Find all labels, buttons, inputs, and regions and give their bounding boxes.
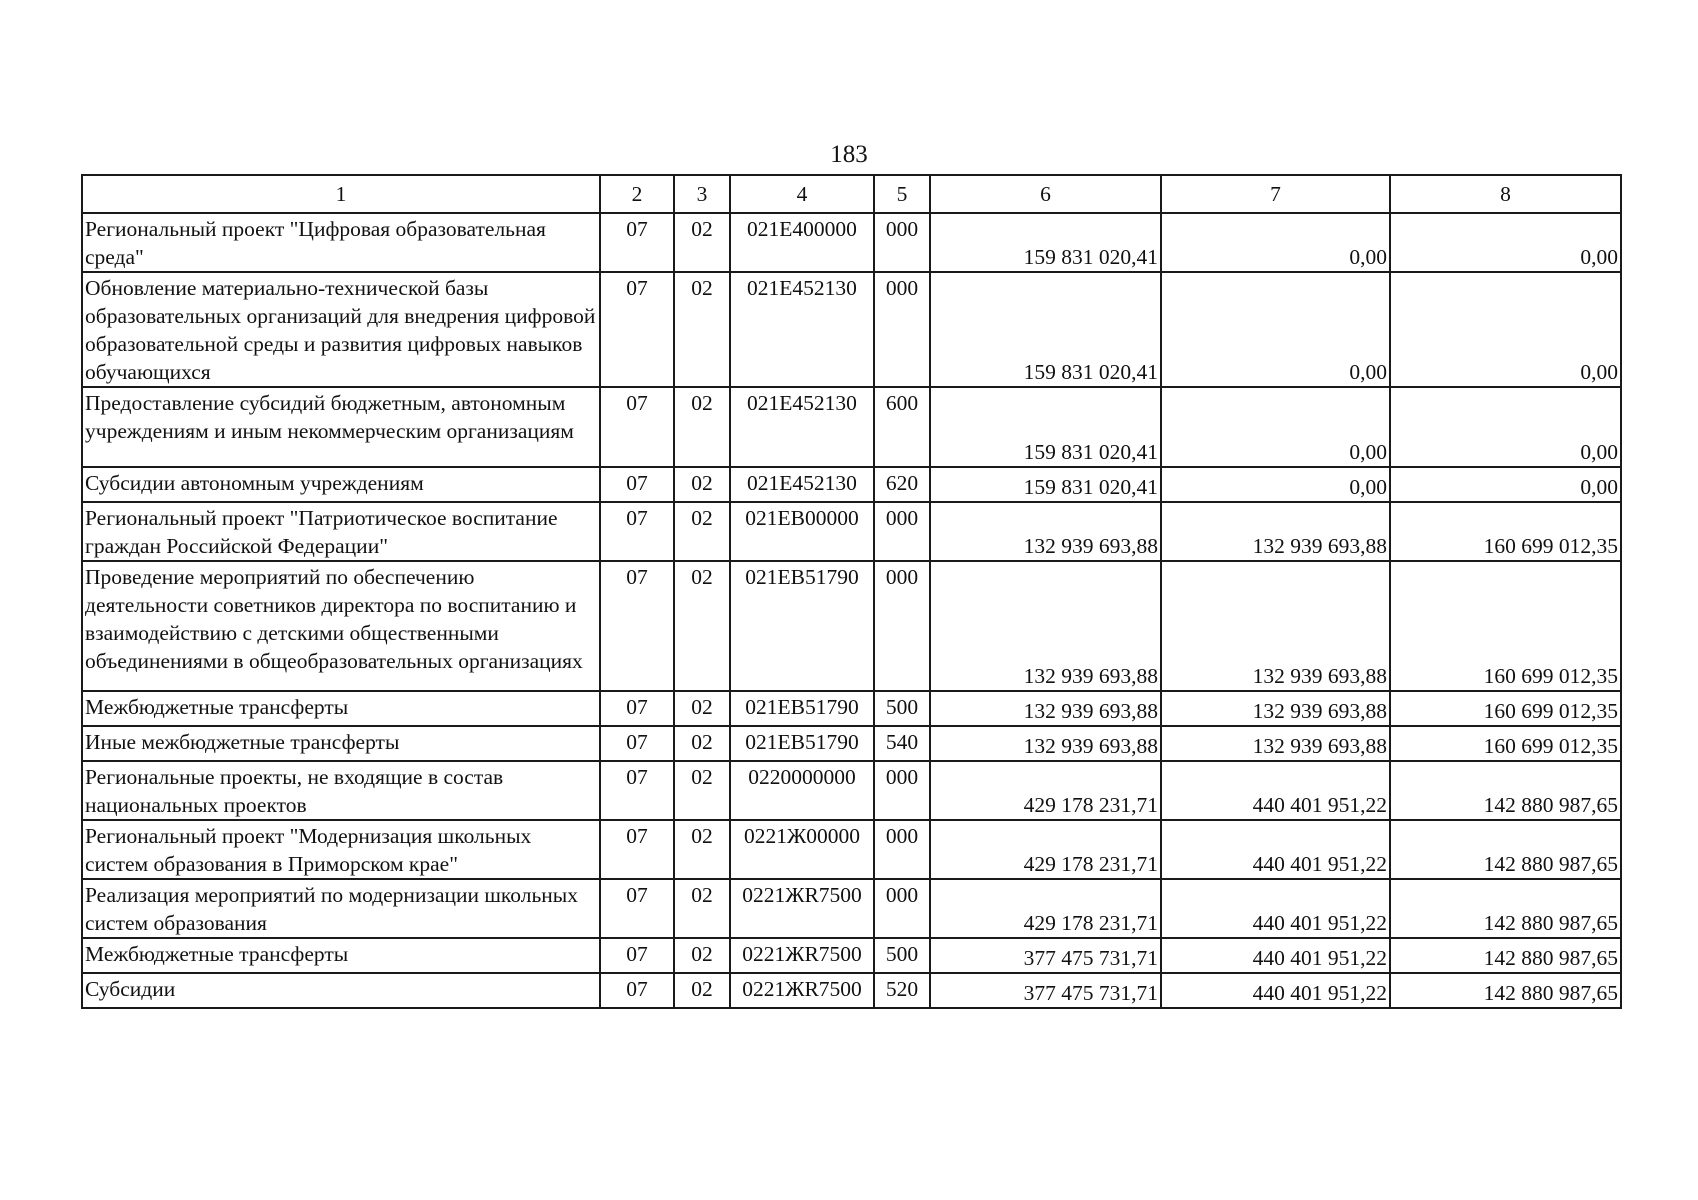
amount-col8-cell: 142 880 987,65 bbox=[1390, 973, 1621, 1008]
expense-type-cell: 520 bbox=[874, 973, 930, 1008]
amount-col6-cell: 159 831 020,41 bbox=[930, 213, 1161, 272]
expense-type-cell: 000 bbox=[874, 213, 930, 272]
amount-col7-cell: 440 401 951,22 bbox=[1161, 973, 1390, 1008]
section-code-cell: 07 bbox=[600, 502, 674, 561]
amount-col6-cell: 159 831 020,41 bbox=[930, 272, 1161, 387]
target-article-cell: 0221ЖR7500 bbox=[730, 938, 874, 973]
table-row bbox=[82, 387, 1621, 467]
row-name-cell: Субсидии автономным учреждениям bbox=[82, 467, 600, 502]
section-code-cell: 07 bbox=[600, 272, 674, 387]
subsection-code-cell: 02 bbox=[674, 761, 730, 820]
amount-col7-cell: 132 939 693,88 bbox=[1161, 502, 1390, 561]
subsection-code-cell: 02 bbox=[674, 561, 730, 691]
table-row bbox=[82, 879, 1621, 938]
amount-col7-cell: 132 939 693,88 bbox=[1161, 726, 1390, 761]
amount-col6-cell: 377 475 731,71 bbox=[930, 973, 1161, 1008]
amount-col8-cell: 160 699 012,35 bbox=[1390, 726, 1621, 761]
amount-col6-cell: 377 475 731,71 bbox=[930, 938, 1161, 973]
amount-col8-cell: 160 699 012,35 bbox=[1390, 561, 1621, 691]
header-cell: 8 bbox=[1390, 175, 1621, 213]
subsection-code-cell: 02 bbox=[674, 502, 730, 561]
amount-col7-cell: 440 401 951,22 bbox=[1161, 938, 1390, 973]
row-name-cell: Реализация мероприятий по модернизации школьных систем образования bbox=[82, 879, 600, 938]
table-row bbox=[82, 820, 1621, 879]
section-code-cell: 07 bbox=[600, 467, 674, 502]
header-row bbox=[82, 175, 1621, 213]
header-cell: 5 bbox=[874, 175, 930, 213]
table-row bbox=[82, 973, 1621, 1008]
subsection-code-cell: 02 bbox=[674, 213, 730, 272]
row-name-cell: Иные межбюджетные трансферты bbox=[82, 726, 600, 761]
expense-type-cell: 600 bbox=[874, 387, 930, 467]
amount-col6-cell: 429 178 231,71 bbox=[930, 761, 1161, 820]
expense-type-cell: 500 bbox=[874, 938, 930, 973]
amount-col7-cell: 440 401 951,22 bbox=[1161, 820, 1390, 879]
amount-col8-cell: 142 880 987,65 bbox=[1390, 879, 1621, 938]
subsection-code-cell: 02 bbox=[674, 272, 730, 387]
amount-col7-cell: 0,00 bbox=[1161, 387, 1390, 467]
section-code-cell: 07 bbox=[600, 973, 674, 1008]
amount-col7-cell: 0,00 bbox=[1161, 467, 1390, 502]
row-name-cell: Обновление материально-технической базы образовательных организаций для внедрения цифровой образовательной среды и развития цифровых навыков обучающихся bbox=[82, 272, 600, 387]
amount-col7-cell: 132 939 693,88 bbox=[1161, 691, 1390, 726]
target-article-cell: 021E452130 bbox=[730, 272, 874, 387]
section-code-cell: 07 bbox=[600, 213, 674, 272]
subsection-code-cell: 02 bbox=[674, 467, 730, 502]
section-code-cell: 07 bbox=[600, 761, 674, 820]
target-article-cell: 021E452130 bbox=[730, 387, 874, 467]
subsection-code-cell: 02 bbox=[674, 387, 730, 467]
subsection-code-cell: 02 bbox=[674, 938, 730, 973]
budget-table bbox=[81, 174, 1622, 1009]
expense-type-cell: 620 bbox=[874, 467, 930, 502]
amount-col6-cell: 132 939 693,88 bbox=[930, 502, 1161, 561]
expense-type-cell: 000 bbox=[874, 820, 930, 879]
amount-col6-cell: 132 939 693,88 bbox=[930, 691, 1161, 726]
subsection-code-cell: 02 bbox=[674, 726, 730, 761]
target-article-cell: 021EB51790 bbox=[730, 561, 874, 691]
header-cell: 4 bbox=[730, 175, 874, 213]
target-article-cell: 021EB51790 bbox=[730, 726, 874, 761]
section-code-cell: 07 bbox=[600, 820, 674, 879]
expense-type-cell: 540 bbox=[874, 726, 930, 761]
amount-col6-cell: 159 831 020,41 bbox=[930, 387, 1161, 467]
header-cell: 3 bbox=[674, 175, 730, 213]
subsection-code-cell: 02 bbox=[674, 879, 730, 938]
amount-col7-cell: 440 401 951,22 bbox=[1161, 761, 1390, 820]
table-row bbox=[82, 272, 1621, 387]
header-cell: 6 bbox=[930, 175, 1161, 213]
expense-type-cell: 000 bbox=[874, 502, 930, 561]
subsection-code-cell: 02 bbox=[674, 973, 730, 1008]
target-article-cell: 021EB51790 bbox=[730, 691, 874, 726]
page-number: 183 bbox=[830, 141, 868, 168]
amount-col6-cell: 132 939 693,88 bbox=[930, 561, 1161, 691]
target-article-cell: 0221ЖR7500 bbox=[730, 973, 874, 1008]
amount-col8-cell: 160 699 012,35 bbox=[1390, 502, 1621, 561]
amount-col6-cell: 429 178 231,71 bbox=[930, 879, 1161, 938]
subsection-code-cell: 02 bbox=[674, 691, 730, 726]
expense-type-cell: 000 bbox=[874, 761, 930, 820]
target-article-cell: 0221Ж00000 bbox=[730, 820, 874, 879]
expense-type-cell: 000 bbox=[874, 272, 930, 387]
amount-col6-cell: 429 178 231,71 bbox=[930, 820, 1161, 879]
row-name-cell: Региональный проект "Патриотическое воспитание граждан Российской Федерации" bbox=[82, 502, 600, 561]
amount-col6-cell: 132 939 693,88 bbox=[930, 726, 1161, 761]
expense-type-cell: 500 bbox=[874, 691, 930, 726]
amount-col7-cell: 440 401 951,22 bbox=[1161, 879, 1390, 938]
section-code-cell: 07 bbox=[600, 387, 674, 467]
table-row bbox=[82, 691, 1621, 726]
target-article-cell: 021EB00000 bbox=[730, 502, 874, 561]
table-row bbox=[82, 726, 1621, 761]
table-row bbox=[82, 467, 1621, 502]
amount-col7-cell: 0,00 bbox=[1161, 213, 1390, 272]
amount-col8-cell: 0,00 bbox=[1390, 387, 1621, 467]
amount-col7-cell: 0,00 bbox=[1161, 272, 1390, 387]
table-row bbox=[82, 213, 1621, 272]
section-code-cell: 07 bbox=[600, 879, 674, 938]
section-code-cell: 07 bbox=[600, 561, 674, 691]
target-article-cell: 0220000000 bbox=[730, 761, 874, 820]
row-name-cell: Межбюджетные трансферты bbox=[82, 691, 600, 726]
subsection-code-cell: 02 bbox=[674, 820, 730, 879]
header-cell: 7 bbox=[1161, 175, 1390, 213]
table-row bbox=[82, 561, 1621, 691]
row-name-cell: Региональные проекты, не входящие в состав национальных проектов bbox=[82, 761, 600, 820]
row-name-cell: Предоставление субсидий бюджетным, автономным учреждениям и иным некоммерческим организациям bbox=[82, 387, 600, 467]
target-article-cell: 021E400000 bbox=[730, 213, 874, 272]
amount-col8-cell: 160 699 012,35 bbox=[1390, 691, 1621, 726]
amount-col8-cell: 0,00 bbox=[1390, 467, 1621, 502]
header-cell: 2 bbox=[600, 175, 674, 213]
section-code-cell: 07 bbox=[600, 726, 674, 761]
target-article-cell: 0221ЖR7500 bbox=[730, 879, 874, 938]
section-code-cell: 07 bbox=[600, 938, 674, 973]
row-name-cell: Межбюджетные трансферты bbox=[82, 938, 600, 973]
amount-col8-cell: 142 880 987,65 bbox=[1390, 820, 1621, 879]
row-name-cell: Субсидии bbox=[82, 973, 600, 1008]
amount-col8-cell: 0,00 bbox=[1390, 213, 1621, 272]
target-article-cell: 021E452130 bbox=[730, 467, 874, 502]
row-name-cell: Региональный проект "Модернизация школьных систем образования в Приморском крае" bbox=[82, 820, 600, 879]
expense-type-cell: 000 bbox=[874, 879, 930, 938]
row-name-cell: Проведение мероприятий по обеспечению деятельности советников директора по воспитанию и взаимодействию с детскими общественными объединениями в общеобразовательных организациях bbox=[82, 561, 600, 691]
amount-col8-cell: 142 880 987,65 bbox=[1390, 761, 1621, 820]
header-cell: 1 bbox=[82, 175, 600, 213]
section-code-cell: 07 bbox=[600, 691, 674, 726]
table-row bbox=[82, 502, 1621, 561]
expense-type-cell: 000 bbox=[874, 561, 930, 691]
amount-col7-cell: 132 939 693,88 bbox=[1161, 561, 1390, 691]
amount-col8-cell: 142 880 987,65 bbox=[1390, 938, 1621, 973]
table-row bbox=[82, 938, 1621, 973]
amount-col8-cell: 0,00 bbox=[1390, 272, 1621, 387]
row-name-cell: Региональный проект "Цифровая образовательная среда" bbox=[82, 213, 600, 272]
table-row bbox=[82, 761, 1621, 820]
amount-col6-cell: 159 831 020,41 bbox=[930, 467, 1161, 502]
